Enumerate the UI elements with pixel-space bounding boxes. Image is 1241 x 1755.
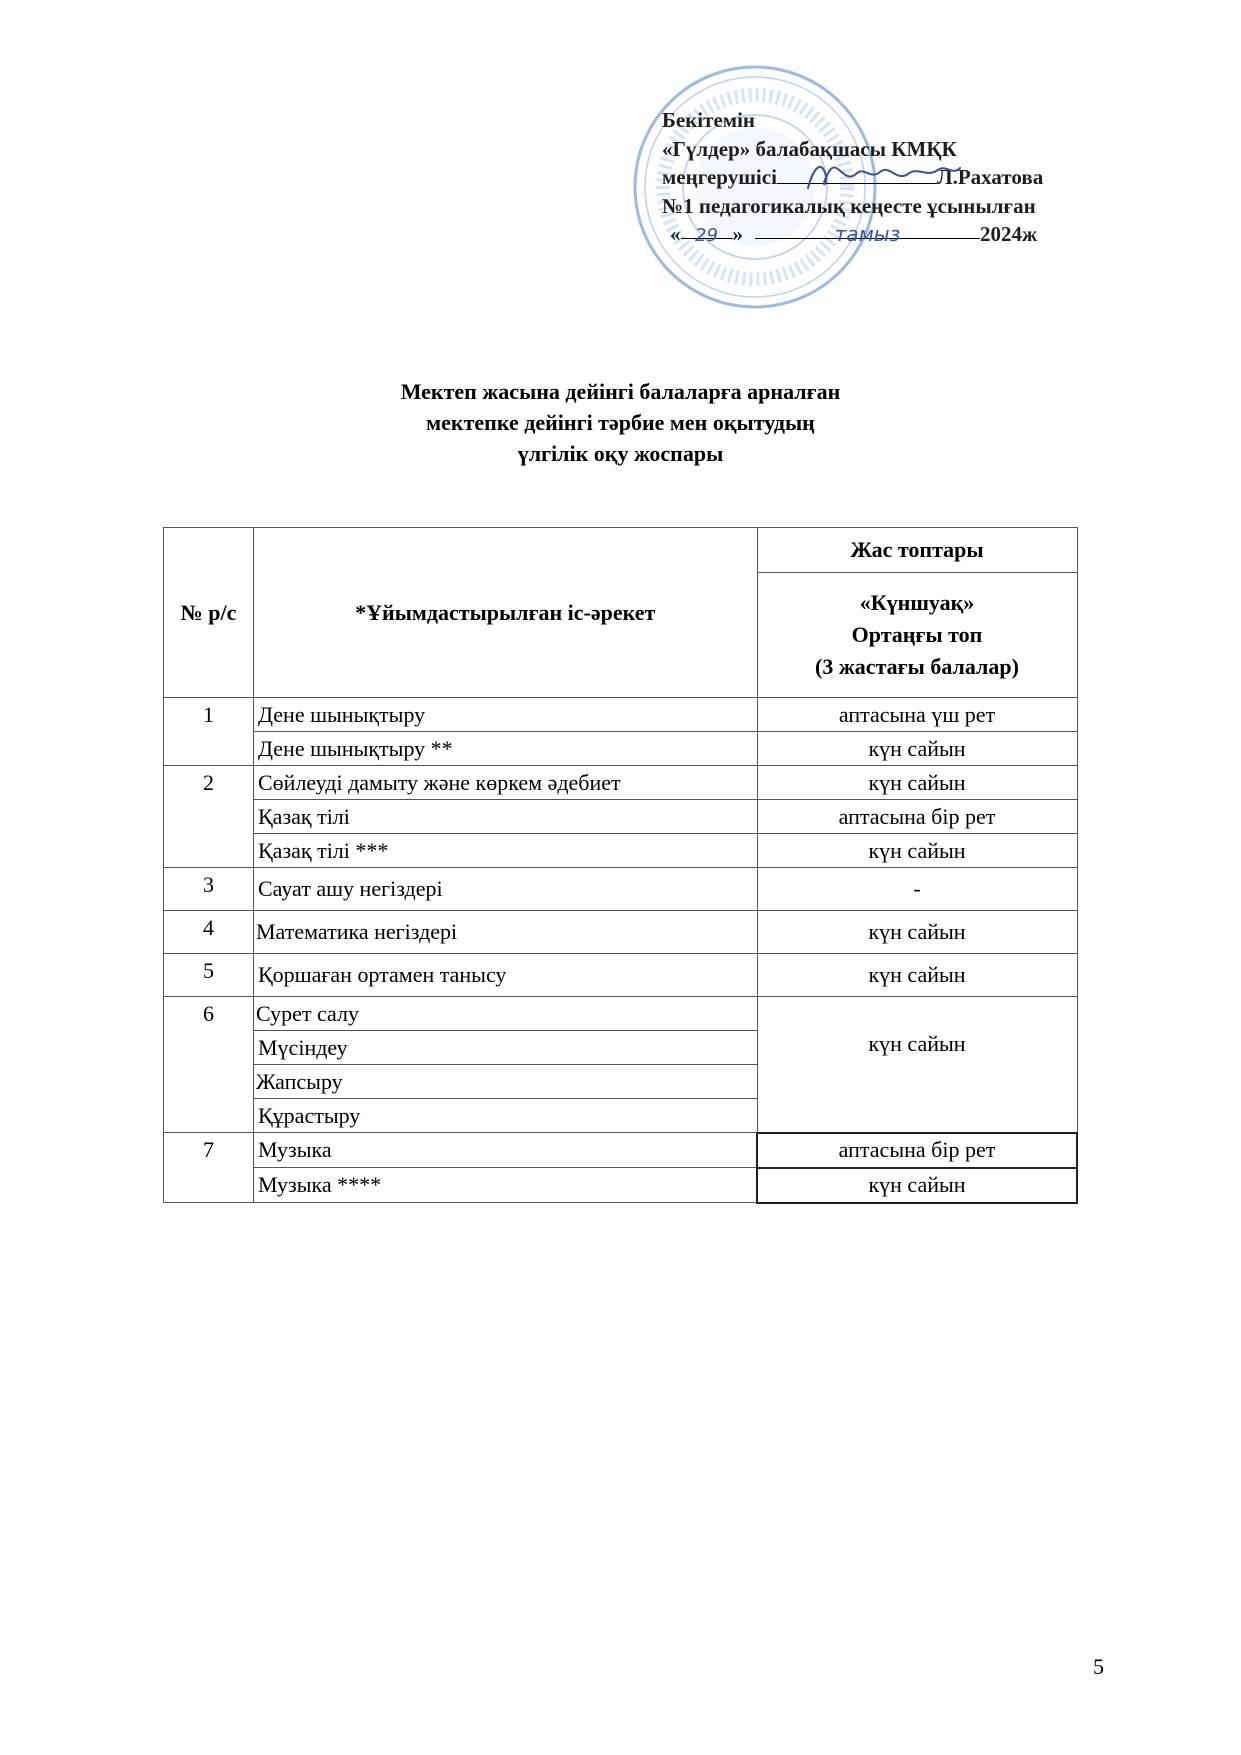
activity-cell: Қазақ тілі ***	[254, 834, 758, 868]
activity-cell: Сауат ашу негіздері	[254, 868, 758, 911]
table-row	[164, 997, 1078, 1031]
frequency-cell: күн сайын	[757, 997, 1077, 1133]
activity-cell: Музыка	[254, 1133, 758, 1168]
table-row	[164, 1133, 1078, 1168]
date-year: 2024ж	[980, 222, 1038, 246]
date-day: 29	[681, 220, 733, 239]
row-number: 1	[164, 698, 254, 766]
table-row	[164, 698, 1078, 732]
activity-cell: Музыка ****	[254, 1168, 758, 1203]
activity-cell: Мүсіндеу	[254, 1031, 758, 1065]
frequency-cell: аптасына үш рет	[757, 698, 1077, 732]
activity-cell: Сөйлеуді дамыту және көркем әдебиет	[254, 766, 758, 800]
header-row-1	[164, 528, 1078, 573]
activity-cell: Құрастыру	[254, 1099, 758, 1133]
table-row	[164, 834, 1078, 868]
table-row	[164, 954, 1078, 997]
activity-cell: Математика негіздері	[254, 911, 758, 954]
frequency-cell: күн сайын	[757, 954, 1077, 997]
activity-cell: Сурет салу	[254, 997, 758, 1031]
group-name: «Күншуақ»	[859, 590, 975, 615]
approval-line-5	[662, 220, 1182, 249]
page-number: 5	[1093, 1654, 1104, 1679]
row-number: 4	[164, 911, 254, 954]
frequency-cell: күн сайын	[757, 911, 1077, 954]
table-row	[164, 911, 1078, 954]
date-month: тамыз	[755, 220, 980, 239]
header-activity: *Ұйымдастырылған іс-әрекет	[254, 528, 758, 698]
date-open-quote: «	[670, 222, 681, 246]
table-row	[164, 1168, 1078, 1203]
approval-line-1: Бекітемін	[662, 108, 756, 132]
table-row	[164, 766, 1078, 800]
frequency-cell: күн сайын	[757, 766, 1077, 800]
approval-position: меңгерушісі	[662, 165, 777, 189]
activity-cell: Қазақ тілі	[254, 800, 758, 834]
activity-cell: Дене шынықтыру	[254, 698, 758, 732]
approval-name: Л.Рахатова	[936, 165, 1044, 189]
date-close-quote: »	[732, 222, 743, 246]
title-line-3: үлгілік оқу жоспары	[517, 441, 724, 466]
frequency-cell: күн сайын	[757, 834, 1077, 868]
table-row	[164, 868, 1078, 911]
frequency-cell: аптасына бір рет	[757, 1133, 1077, 1168]
frequency-cell: аптасына бір рет	[757, 800, 1077, 834]
handwritten-signature	[800, 156, 980, 196]
activity-cell: Дене шынықтыру **	[254, 732, 758, 766]
group-age: (3 жастағы балалар)	[815, 654, 1019, 679]
header-group	[757, 573, 1077, 698]
frequency-cell: күн сайын	[757, 732, 1077, 766]
frequency-cell: күн сайын	[757, 1168, 1077, 1203]
row-number: 2	[164, 766, 254, 868]
row-number: 3	[164, 868, 254, 911]
frequency-cell: -	[757, 868, 1077, 911]
table-row	[164, 800, 1078, 834]
header-num: № р/с	[164, 528, 254, 698]
row-number: 5	[164, 954, 254, 997]
header-age-groups: Жас топтары	[757, 528, 1077, 573]
title-line-2: мектепке дейінгі тәрбие мен оқытудың	[426, 410, 815, 435]
activity-cell: Жапсыру	[254, 1065, 758, 1099]
approval-line-2: «Гүлдер» балабақшасы КМҚК	[662, 136, 957, 161]
activity-cell: Қоршаған ортамен танысу	[254, 954, 758, 997]
group-type: Ортаңғы топ	[851, 622, 983, 647]
table-row	[164, 732, 1078, 766]
row-number: 6	[164, 997, 254, 1133]
title-line-1: Мектеп жасына дейінгі балаларға арналған	[400, 379, 841, 404]
row-number: 7	[164, 1133, 254, 1203]
approval-line-4: №1 педагогикалық кеңесте ұсынылған	[662, 193, 1036, 218]
document-title	[0, 376, 1241, 469]
curriculum-table	[163, 527, 1078, 1204]
